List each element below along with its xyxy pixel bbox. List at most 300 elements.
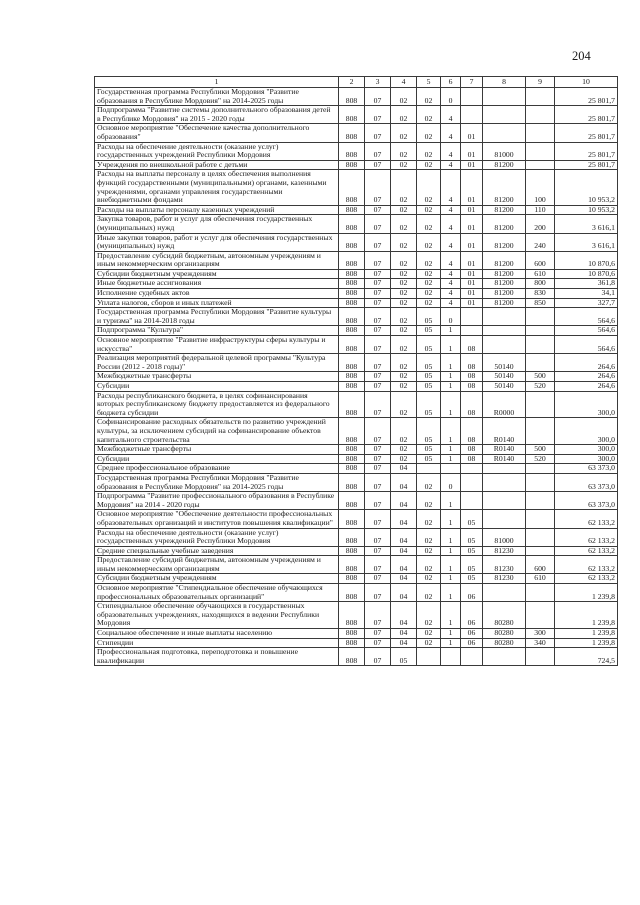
- column-header: 9: [526, 77, 555, 88]
- row-amount: 1 239,8: [555, 629, 618, 639]
- section-code: 07: [365, 556, 391, 574]
- subprogram-code: 4: [441, 142, 461, 160]
- section-code: 07: [365, 584, 391, 602]
- table-row: [95, 269, 618, 279]
- subsection-code: 02: [391, 372, 417, 382]
- subsection-code: 02: [391, 160, 417, 170]
- section-code: 07: [365, 629, 391, 639]
- section-code: 07: [365, 170, 391, 205]
- ministry-code: 808: [339, 602, 365, 629]
- table-row: [95, 326, 618, 336]
- expense-type-code: 800: [526, 279, 555, 289]
- row-amount: 1 239,8: [555, 638, 618, 648]
- subsection-code: 02: [391, 170, 417, 205]
- row-description: Межбюджетные трансферты: [95, 445, 339, 455]
- subprogram-code: 0: [441, 473, 461, 491]
- subsection-code: 02: [391, 418, 417, 445]
- subsection-code: 04: [391, 546, 417, 556]
- subsection-code: 02: [391, 251, 417, 269]
- row-description: Основное мероприятие "Обеспечение деятельности профессиональных образовательных организаций и институтов повышения квалификации": [95, 510, 339, 528]
- table-row: [95, 445, 618, 455]
- section-code: 07: [365, 233, 391, 251]
- row-amount: 264,6: [555, 354, 618, 372]
- table-row: [95, 106, 618, 124]
- subprogram-code: 4: [441, 205, 461, 215]
- subsection-code: 02: [391, 326, 417, 336]
- expense-type-code: [526, 124, 555, 142]
- section-code: 07: [365, 298, 391, 308]
- subprogram-code: 1: [441, 418, 461, 445]
- row-description: Подпрограмма "Развитие системы дополнительного образования детей в Республике Мордовия" на 2015 - 2020 годы: [95, 106, 339, 124]
- program-code: 02: [417, 142, 441, 160]
- subprogram-code: 4: [441, 233, 461, 251]
- section-code: 07: [365, 372, 391, 382]
- program-code: [417, 464, 441, 474]
- section-code: 07: [365, 354, 391, 372]
- subsection-code: 04: [391, 574, 417, 584]
- expense-code: R0140: [483, 418, 526, 445]
- expense-type-code: 200: [526, 215, 555, 233]
- ministry-code: 808: [339, 492, 365, 510]
- subprogram-code: 1: [441, 510, 461, 528]
- subsection-code: 04: [391, 602, 417, 629]
- table-row: [95, 492, 618, 510]
- expense-code: [483, 464, 526, 474]
- program-code: 02: [417, 629, 441, 639]
- program-code: 05: [417, 372, 441, 382]
- program-code: 02: [417, 528, 441, 546]
- ministry-code: 808: [339, 354, 365, 372]
- row-description: Субсидии: [95, 454, 339, 464]
- table-row: [95, 454, 618, 464]
- row-amount: 10 870,6: [555, 251, 618, 269]
- row-description: Подпрограмма "Развитие профессионального образования в Республике Мордовия" на 2014 - 2020 годы: [95, 492, 339, 510]
- activity-code: [461, 308, 483, 326]
- expense-code: 50140: [483, 354, 526, 372]
- activity-code: [461, 473, 483, 491]
- subsection-code: 02: [391, 215, 417, 233]
- expense-code: 80280: [483, 629, 526, 639]
- expense-code: R0000: [483, 391, 526, 418]
- table-row: [95, 473, 618, 491]
- activity-code: 05: [461, 556, 483, 574]
- row-amount: 3 616,1: [555, 233, 618, 251]
- activity-code: 08: [461, 354, 483, 372]
- ministry-code: 808: [339, 106, 365, 124]
- activity-code: 01: [461, 233, 483, 251]
- subprogram-code: 4: [441, 124, 461, 142]
- subprogram-code: [441, 464, 461, 474]
- subprogram-code: 1: [441, 326, 461, 336]
- program-code: 02: [417, 88, 441, 106]
- expense-type-code: [526, 336, 555, 354]
- expense-code: 81200: [483, 289, 526, 299]
- row-description: Расходы на обеспечение деятельности (оказание услуг) государственных учреждений Республики Мордовия: [95, 142, 339, 160]
- expense-type-code: 520: [526, 382, 555, 392]
- row-amount: 25 801,7: [555, 160, 618, 170]
- ministry-code: 808: [339, 382, 365, 392]
- subsection-code: 02: [391, 336, 417, 354]
- expense-code: [483, 473, 526, 491]
- expense-code: 81000: [483, 142, 526, 160]
- section-code: 07: [365, 289, 391, 299]
- row-amount: 25 801,7: [555, 142, 618, 160]
- ministry-code: 808: [339, 160, 365, 170]
- row-description: Основное мероприятие "Обеспечение качества дополнительного образования": [95, 124, 339, 142]
- section-code: 07: [365, 528, 391, 546]
- subprogram-code: 1: [441, 454, 461, 464]
- ministry-code: 808: [339, 251, 365, 269]
- expense-type-code: 100: [526, 170, 555, 205]
- subprogram-code: 1: [441, 584, 461, 602]
- row-description: Расходы на выплаты персоналу казенных учреждений: [95, 205, 339, 215]
- activity-code: 06: [461, 602, 483, 629]
- row-amount: 62 133,2: [555, 546, 618, 556]
- expense-type-code: [526, 528, 555, 546]
- section-code: 07: [365, 602, 391, 629]
- ministry-code: 808: [339, 464, 365, 474]
- ministry-code: 808: [339, 546, 365, 556]
- table-row: [95, 510, 618, 528]
- expense-code: 81200: [483, 160, 526, 170]
- ministry-code: 808: [339, 391, 365, 418]
- subprogram-code: 1: [441, 629, 461, 639]
- program-code: 02: [417, 298, 441, 308]
- expense-type-code: 520: [526, 454, 555, 464]
- subsection-code: 02: [391, 279, 417, 289]
- row-description: Средние специальные учебные заведения: [95, 546, 339, 556]
- program-code: 02: [417, 124, 441, 142]
- row-amount: 62 133,2: [555, 528, 618, 546]
- table-row: [95, 160, 618, 170]
- section-code: 07: [365, 492, 391, 510]
- subprogram-code: 1: [441, 574, 461, 584]
- row-description: Основное мероприятие "Развитие инфраструктуры сферы культуры и искусства": [95, 336, 339, 354]
- row-amount: 564,6: [555, 336, 618, 354]
- table-row: [95, 546, 618, 556]
- subsection-code: 04: [391, 638, 417, 648]
- column-header: 1: [95, 77, 339, 88]
- subprogram-code: 1: [441, 391, 461, 418]
- subsection-code: 02: [391, 88, 417, 106]
- section-code: 07: [365, 546, 391, 556]
- activity-code: 08: [461, 372, 483, 382]
- row-amount: 724,5: [555, 648, 618, 666]
- row-amount: 25 801,7: [555, 106, 618, 124]
- subsection-code: 02: [391, 106, 417, 124]
- section-code: 07: [365, 326, 391, 336]
- row-description: Государственная программа Республики Мордовия "Развитие культуры и туризма" на 2014-2018 годы: [95, 308, 339, 326]
- section-code: 07: [365, 454, 391, 464]
- expense-code: [483, 308, 526, 326]
- row-amount: 34,1: [555, 289, 618, 299]
- subsection-code: 02: [391, 382, 417, 392]
- expense-code: 81230: [483, 556, 526, 574]
- ministry-code: 808: [339, 510, 365, 528]
- expense-type-code: [526, 648, 555, 666]
- expense-type-code: 500: [526, 372, 555, 382]
- table-row: [95, 215, 618, 233]
- ministry-code: 808: [339, 445, 365, 455]
- row-description: Среднее профессиональное образование: [95, 464, 339, 474]
- ministry-code: 808: [339, 528, 365, 546]
- ministry-code: 808: [339, 556, 365, 574]
- program-code: 02: [417, 170, 441, 205]
- ministry-code: 808: [339, 269, 365, 279]
- program-code: 05: [417, 382, 441, 392]
- row-description: Предоставление субсидий бюджетным, автономным учреждениям и иным некоммерческим организациям: [95, 556, 339, 574]
- ministry-code: 808: [339, 298, 365, 308]
- row-description: Закупка товаров, работ и услуг для обеспечения государственных (муниципальных) нужд: [95, 215, 339, 233]
- column-header: 6: [441, 77, 461, 88]
- section-code: 07: [365, 279, 391, 289]
- program-code: 02: [417, 492, 441, 510]
- activity-code: 06: [461, 584, 483, 602]
- subprogram-code: 1: [441, 445, 461, 455]
- subsection-code: 04: [391, 492, 417, 510]
- activity-code: 01: [461, 298, 483, 308]
- row-description: Межбюджетные трансферты: [95, 372, 339, 382]
- row-description: Государственная программа Республики Мордовия "Развитие образования в Республике Мордовия" на 2014-2025 годы: [95, 88, 339, 106]
- row-description: Стипендиальное обеспечение обучающихся в государственных образовательных учреждениях, находящихся в ведении Республики Мордовия: [95, 602, 339, 629]
- column-header: 2: [339, 77, 365, 88]
- program-code: 02: [417, 160, 441, 170]
- row-amount: 62 133,2: [555, 574, 618, 584]
- table-row: [95, 170, 618, 205]
- table-row: [95, 602, 618, 629]
- activity-code: 05: [461, 574, 483, 584]
- expense-type-code: 850: [526, 298, 555, 308]
- subprogram-code: 1: [441, 602, 461, 629]
- table-row: [95, 142, 618, 160]
- activity-code: 06: [461, 629, 483, 639]
- program-code: 02: [417, 473, 441, 491]
- subsection-code: 02: [391, 391, 417, 418]
- activity-code: 01: [461, 215, 483, 233]
- activity-code: 08: [461, 391, 483, 418]
- expense-code: 50140: [483, 382, 526, 392]
- column-header: 3: [365, 77, 391, 88]
- section-code: 07: [365, 445, 391, 455]
- subsection-code: 05: [391, 648, 417, 666]
- subsection-code: 04: [391, 510, 417, 528]
- row-description: Иные закупки товаров, работ и услуг для обеспечения государственных (муниципальных) нужд: [95, 233, 339, 251]
- activity-code: [461, 88, 483, 106]
- section-code: 07: [365, 648, 391, 666]
- expense-code: 81230: [483, 546, 526, 556]
- activity-code: 08: [461, 382, 483, 392]
- row-description: Субсидии бюджетным учреждениям: [95, 269, 339, 279]
- program-code: 02: [417, 269, 441, 279]
- ministry-code: 808: [339, 289, 365, 299]
- table-row: [95, 336, 618, 354]
- row-amount: 63 373,0: [555, 473, 618, 491]
- program-code: 05: [417, 418, 441, 445]
- ministry-code: 808: [339, 205, 365, 215]
- section-code: 07: [365, 418, 391, 445]
- row-amount: 25 801,7: [555, 124, 618, 142]
- subprogram-code: 4: [441, 170, 461, 205]
- program-code: 05: [417, 336, 441, 354]
- program-code: 02: [417, 584, 441, 602]
- row-amount: 564,6: [555, 326, 618, 336]
- expense-code: [483, 584, 526, 602]
- table-row: [95, 391, 618, 418]
- subprogram-code: 4: [441, 251, 461, 269]
- activity-code: 01: [461, 279, 483, 289]
- activity-code: [461, 464, 483, 474]
- activity-code: [461, 106, 483, 124]
- expense-type-code: [526, 473, 555, 491]
- section-code: 07: [365, 382, 391, 392]
- table-row: [95, 464, 618, 474]
- expense-code: 81000: [483, 528, 526, 546]
- ministry-code: 808: [339, 629, 365, 639]
- expense-code: 81200: [483, 233, 526, 251]
- row-description: Предоставление субсидий бюджетным, автономным учреждениям и иным некоммерческим организациям: [95, 251, 339, 269]
- ministry-code: 808: [339, 638, 365, 648]
- expense-code: [483, 510, 526, 528]
- expense-code: 50140: [483, 372, 526, 382]
- subprogram-code: 1: [441, 336, 461, 354]
- column-header: 8: [483, 77, 526, 88]
- activity-code: [461, 326, 483, 336]
- program-code: 02: [417, 215, 441, 233]
- expense-type-code: 300: [526, 629, 555, 639]
- activity-code: 08: [461, 445, 483, 455]
- expense-type-code: [526, 88, 555, 106]
- expense-code: 81200: [483, 279, 526, 289]
- activity-code: 01: [461, 205, 483, 215]
- activity-code: 05: [461, 510, 483, 528]
- table-row: [95, 629, 618, 639]
- row-amount: 564,6: [555, 308, 618, 326]
- row-amount: 10 953,2: [555, 205, 618, 215]
- ministry-code: 808: [339, 215, 365, 233]
- program-code: 05: [417, 354, 441, 372]
- expense-type-code: [526, 106, 555, 124]
- row-amount: 25 801,7: [555, 88, 618, 106]
- subprogram-code: 4: [441, 289, 461, 299]
- subsection-code: 02: [391, 205, 417, 215]
- activity-code: 05: [461, 546, 483, 556]
- row-description: Реализация мероприятий федеральной целевой программы "Культура России (2012 - 2018 годы)": [95, 354, 339, 372]
- activity-code: 01: [461, 269, 483, 279]
- subsection-code: 02: [391, 454, 417, 464]
- ministry-code: 808: [339, 308, 365, 326]
- section-code: 07: [365, 473, 391, 491]
- subsection-code: 04: [391, 584, 417, 602]
- subsection-code: 02: [391, 298, 417, 308]
- subsection-code: 02: [391, 233, 417, 251]
- subsection-code: 04: [391, 528, 417, 546]
- row-amount: 10 870,6: [555, 269, 618, 279]
- ministry-code: 808: [339, 336, 365, 354]
- row-description: Расходы республиканского бюджета, в целях софинансирования которых республиканскому бюджету предоставляется из федерального бюджета субсидии: [95, 391, 339, 418]
- section-code: 07: [365, 574, 391, 584]
- expense-type-code: [526, 546, 555, 556]
- table-row: [95, 289, 618, 299]
- subprogram-code: 1: [441, 492, 461, 510]
- program-code: 02: [417, 205, 441, 215]
- subsection-code: 02: [391, 289, 417, 299]
- section-code: 07: [365, 142, 391, 160]
- expense-type-code: [526, 492, 555, 510]
- program-code: 02: [417, 106, 441, 124]
- activity-code: 05: [461, 528, 483, 546]
- subsection-code: 02: [391, 445, 417, 455]
- section-code: 07: [365, 510, 391, 528]
- program-code: 02: [417, 233, 441, 251]
- program-code: 05: [417, 454, 441, 464]
- row-amount: 264,6: [555, 382, 618, 392]
- expense-code: 80280: [483, 602, 526, 629]
- row-amount: 327,7: [555, 298, 618, 308]
- program-code: [417, 648, 441, 666]
- ministry-code: 808: [339, 124, 365, 142]
- subprogram-code: 0: [441, 88, 461, 106]
- subsection-code: 02: [391, 269, 417, 279]
- row-amount: 1 239,8: [555, 584, 618, 602]
- expense-code: [483, 326, 526, 336]
- row-description: Субсидии: [95, 382, 339, 392]
- program-code: 02: [417, 638, 441, 648]
- expense-code: [483, 124, 526, 142]
- row-description: Профессиональная подготовка, переподготовка и повышение квалификации: [95, 648, 339, 666]
- row-description: Исполнение судебных актов: [95, 289, 339, 299]
- expense-code: 81200: [483, 251, 526, 269]
- expense-code: [483, 106, 526, 124]
- expense-type-code: 610: [526, 269, 555, 279]
- table-row: [95, 354, 618, 372]
- expense-code: R0140: [483, 445, 526, 455]
- activity-code: 01: [461, 289, 483, 299]
- expense-type-code: 830: [526, 289, 555, 299]
- row-description: Софинансирование расходных обязательств по развитию учреждений культуры, за исключением субсидий на софинансирование объектов капитального строительства: [95, 418, 339, 445]
- table-row: [95, 418, 618, 445]
- expense-type-code: 600: [526, 251, 555, 269]
- activity-code: 01: [461, 251, 483, 269]
- row-amount: 300,0: [555, 391, 618, 418]
- row-amount: 63 373,0: [555, 464, 618, 474]
- activity-code: [461, 648, 483, 666]
- expense-type-code: 600: [526, 556, 555, 574]
- subprogram-code: 1: [441, 382, 461, 392]
- program-code: 02: [417, 574, 441, 584]
- column-header: 4: [391, 77, 417, 88]
- activity-code: 01: [461, 160, 483, 170]
- ministry-code: 808: [339, 648, 365, 666]
- subprogram-code: 4: [441, 298, 461, 308]
- section-code: 07: [365, 269, 391, 279]
- row-amount: 264,6: [555, 372, 618, 382]
- row-amount: 62 133,2: [555, 510, 618, 528]
- row-description: Государственная программа Республики Мордовия "Развитие образования в Республике Мордовия" на 2014-2025 годы: [95, 473, 339, 491]
- table-row: [95, 308, 618, 326]
- expense-code: 81200: [483, 269, 526, 279]
- ministry-code: 808: [339, 279, 365, 289]
- subprogram-code: 4: [441, 160, 461, 170]
- row-amount: 1 239,8: [555, 602, 618, 629]
- row-amount: 300,0: [555, 418, 618, 445]
- activity-code: 06: [461, 638, 483, 648]
- ministry-code: 808: [339, 584, 365, 602]
- expense-type-code: [526, 308, 555, 326]
- expense-type-code: [526, 354, 555, 372]
- activity-code: 08: [461, 454, 483, 464]
- section-code: 07: [365, 88, 391, 106]
- expense-type-code: [526, 160, 555, 170]
